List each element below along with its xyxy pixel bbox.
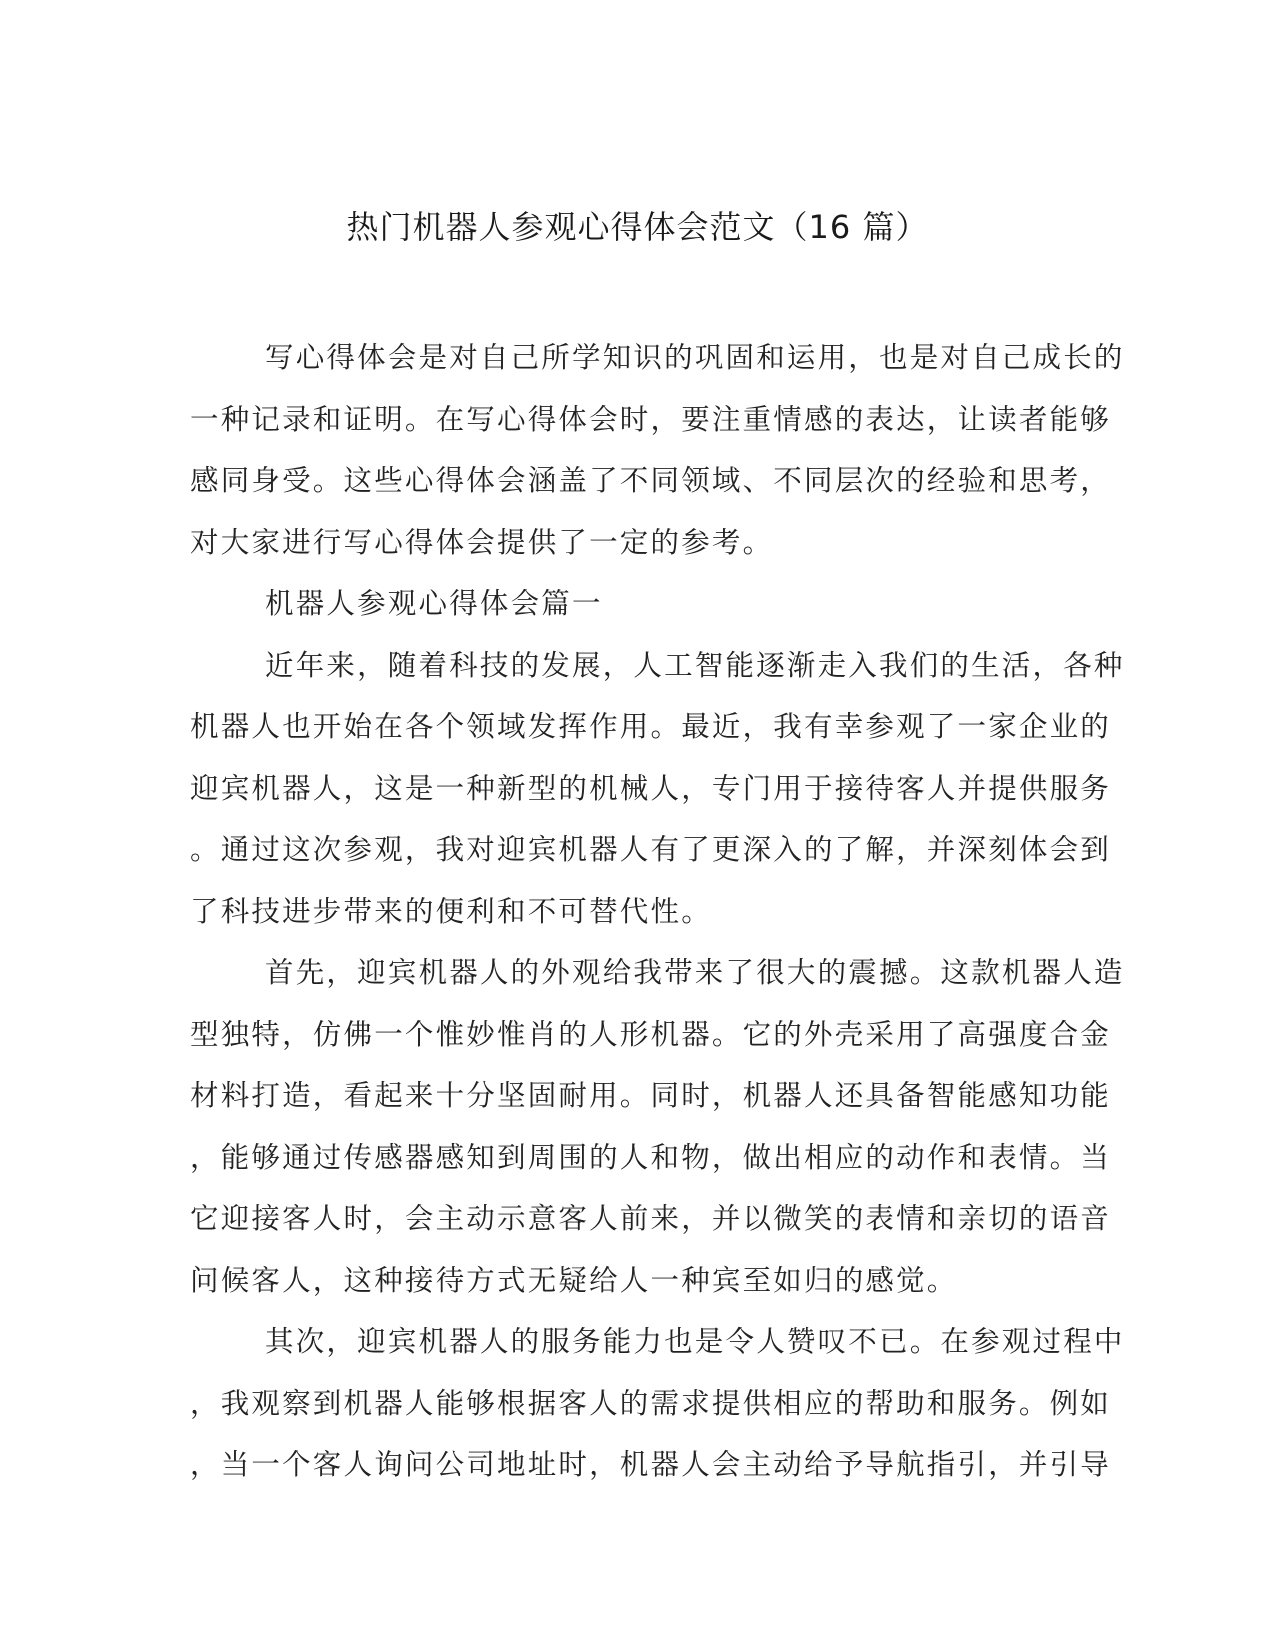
text-line: 一种记录和证明。在写心得体会时，要注重情感的表达，让读者能够 <box>190 402 1112 436</box>
text-line: 。通过这次参观，我对迎宾机器人有了更深入的了解，并深刻体会到 <box>190 833 1112 866</box>
document-title: 热门机器人参观心得体会范文（16 篇） <box>346 208 929 246</box>
section-heading: 机器人参观心得体会篇一 <box>265 587 603 620</box>
text-line: 近年来，随着科技的发展，人工智能逐渐走入我们的生活，各种 <box>265 648 1125 682</box>
text-line: 它迎接客人时，会主动示意客人前来，并以微笑的表情和亲切的语音 <box>190 1202 1112 1235</box>
text-line: 首先，迎宾机器人的外观给我带来了很大的震撼。这款机器人造 <box>265 956 1125 989</box>
text-line: ，我观察到机器人能够根据客人的需求提供相应的帮助和服务。例如 <box>190 1386 1112 1420</box>
text-line: 其次，迎宾机器人的服务能力也是令人赞叹不已。在参观过程中 <box>265 1325 1125 1358</box>
text-line: 型独特，仿佛一个惟妙惟肖的人形机器。它的外壳采用了高强度合金 <box>190 1017 1112 1051</box>
text-line: 迎宾机器人，这是一种新型的机械人，专门用于接待客人并提供服务 <box>190 771 1112 805</box>
text-line: ，当一个客人询问公司地址时，机器人会主动给予导航指引，并引导 <box>190 1448 1112 1481</box>
text-line: ，能够通过传感器感知到周围的人和物，做出相应的动作和表情。当 <box>190 1140 1112 1174</box>
document-body <box>190 327 1125 1496</box>
text-line: 材料打造，看起来十分坚固耐用。同时，机器人还具备智能感知功能 <box>190 1079 1112 1112</box>
text-line: 感同身受。这些心得体会涵盖了不同领域、不同层次的经验和思考， <box>190 464 1112 497</box>
text-line: 问候客人，这种接待方式无疑给人一种宾至如归的感觉。 <box>190 1263 958 1297</box>
text-line: 机器人也开始在各个领域发挥作用。最近，我有幸参观了一家企业的 <box>190 710 1112 743</box>
text-line: 对大家进行写心得体会提供了一定的参考。 <box>190 525 774 559</box>
text-line: 写心得体会是对自己所学知识的巩固和运用，也是对自己成长的 <box>265 341 1125 374</box>
text-line: 了科技进步带来的便利和不可替代性。 <box>190 894 712 928</box>
